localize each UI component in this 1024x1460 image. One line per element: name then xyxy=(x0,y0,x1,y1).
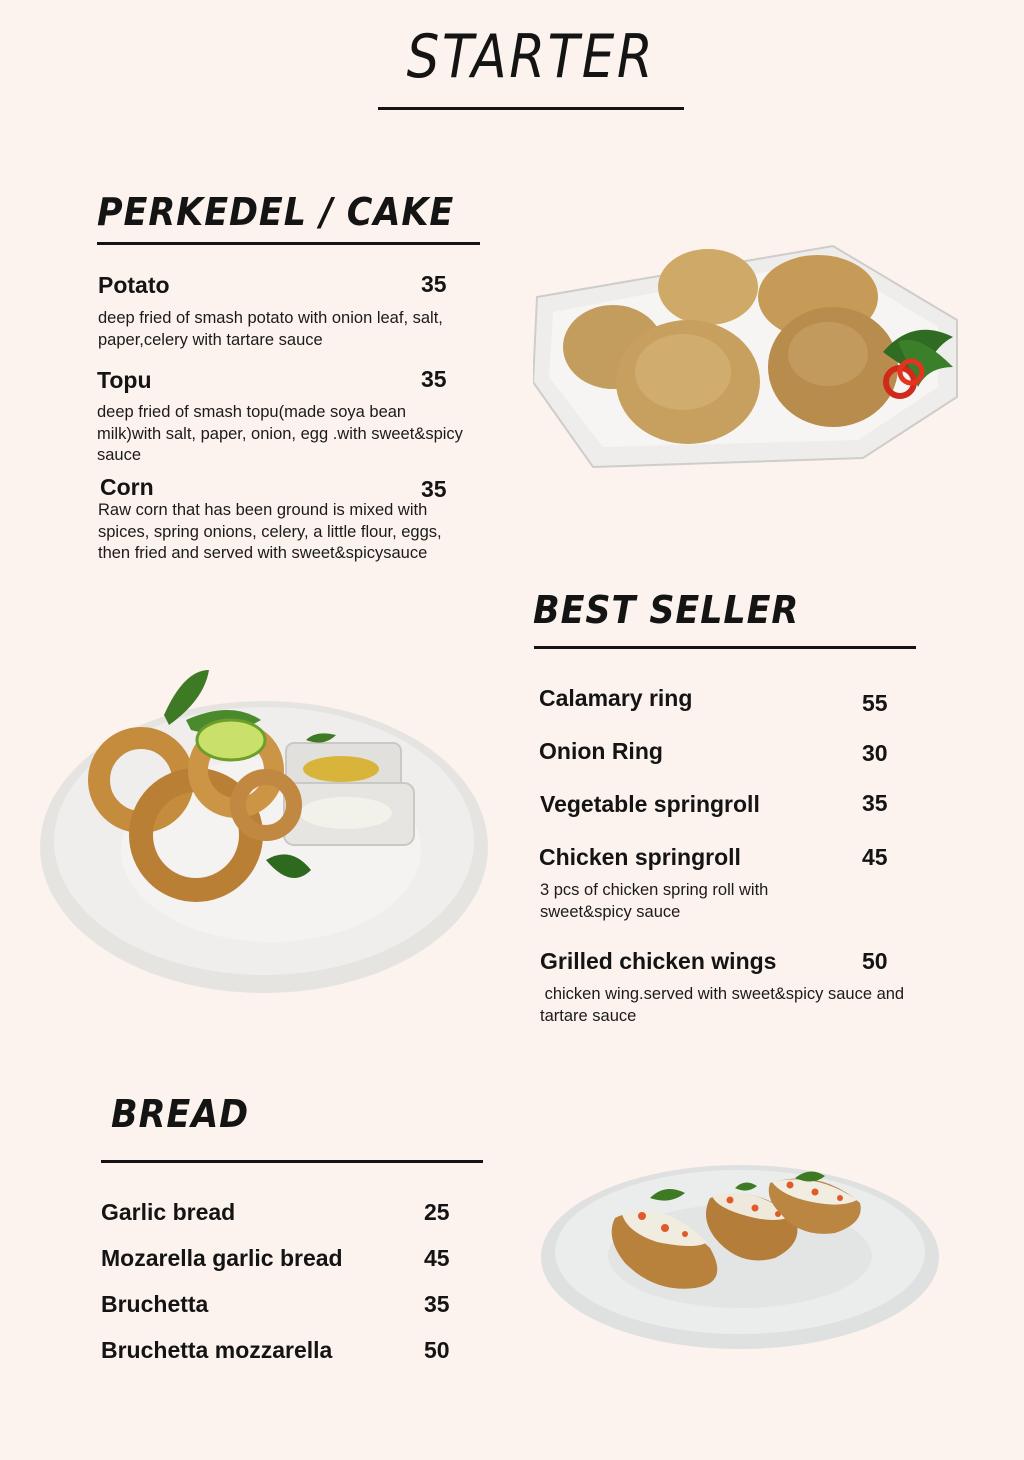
menu-item-name: Bruchetta xyxy=(101,1291,209,1317)
menu-item-description: Raw corn that has been ground is mixed with spices, spring onions, celery, a little flour, eggs, then fried and served with sweet&spicysauce xyxy=(98,501,442,562)
menu-item-name: Grilled chicken wings xyxy=(540,948,777,974)
perkedel-food-photo xyxy=(533,232,961,480)
menu-item-price: 35 xyxy=(424,1291,450,1317)
section-title-perkedel: PERKEDEL / CAKE xyxy=(97,190,455,234)
menu-item-price: 45 xyxy=(862,844,888,870)
menu-item-name: Garlic bread xyxy=(101,1199,236,1225)
menu-item-name: Corn xyxy=(100,474,154,500)
calamari-food-photo xyxy=(36,665,491,997)
menu-item-name: Chicken springroll xyxy=(539,844,741,870)
menu-item-price: 35 xyxy=(421,271,447,297)
menu-item-name: Mozarella garlic bread xyxy=(101,1245,343,1271)
best-seller-underline xyxy=(534,646,916,649)
menu-item-price: 25 xyxy=(424,1199,450,1225)
section-title-best-seller: BEST SELLER xyxy=(533,588,800,632)
bread-underline xyxy=(101,1160,483,1163)
menu-item-price: 35 xyxy=(421,366,447,392)
section-title-bread: BREAD xyxy=(111,1092,250,1136)
menu-item-name: Calamary ring xyxy=(539,685,693,711)
menu-item-name: Vegetable springroll xyxy=(540,791,760,817)
menu-item-description: deep fried of smash topu(made soya bean milk)with salt, paper, onion, egg .with sweet&spicy sauce xyxy=(97,403,463,464)
menu-item-description: deep fried of smash potato with onion leaf, salt, paper,celery with tartare sauce xyxy=(98,309,443,349)
menu-item-name: Onion Ring xyxy=(539,738,663,764)
menu-item-description: chicken wing.served with sweet&spicy sauce and tartare sauce xyxy=(540,985,909,1025)
menu-item-price: 45 xyxy=(424,1245,450,1271)
menu-item-name: Topu xyxy=(97,367,152,393)
page-title: STARTER xyxy=(406,22,656,92)
menu-item-price: 30 xyxy=(862,740,888,766)
menu-item-price: 50 xyxy=(862,948,888,974)
title-underline xyxy=(378,107,684,110)
menu-item-description: 3 pcs of chicken spring roll with sweet&spicy sauce xyxy=(540,881,769,921)
perkedel-underline xyxy=(97,242,480,245)
menu-item-price: 35 xyxy=(421,476,447,502)
menu-item-name: Bruchetta mozzarella xyxy=(101,1337,333,1363)
menu-item-price: 55 xyxy=(862,690,888,716)
menu-item-name: Potato xyxy=(98,272,170,298)
bruschetta-food-photo xyxy=(540,1158,944,1354)
menu-item-price: 35 xyxy=(862,790,888,816)
menu-item-price: 50 xyxy=(424,1337,450,1363)
